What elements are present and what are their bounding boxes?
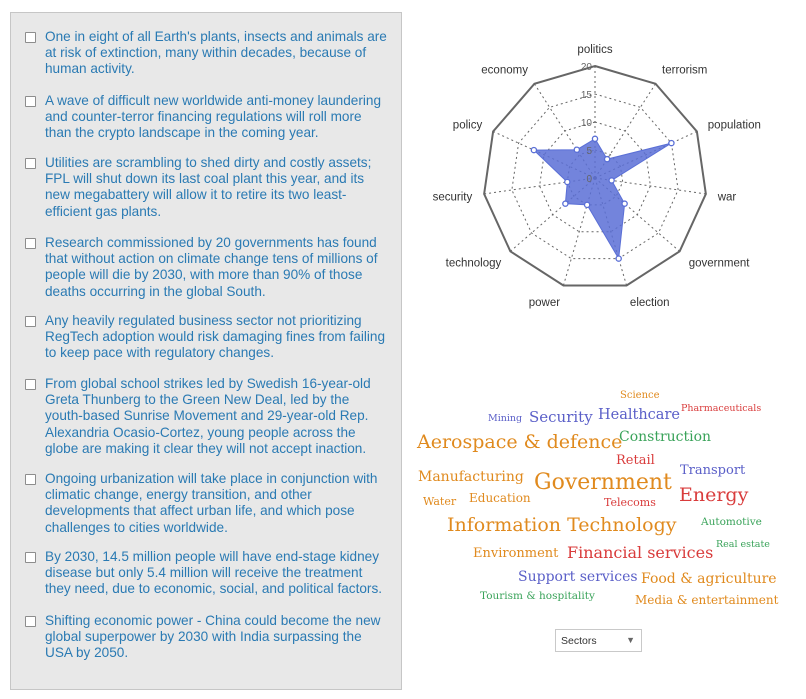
radar-data-point bbox=[616, 256, 621, 261]
sectors-dropdown[interactable] bbox=[555, 629, 642, 652]
radar-axis-label: economy bbox=[481, 64, 528, 77]
news-item[interactable] bbox=[25, 29, 390, 78]
news-text: By 2030, 14.5 million people will have end-stage kidney disease but only 5.4 million will receive the treatment they need, due to economic, social, and political factors. bbox=[45, 549, 383, 597]
radar-axis-label: security bbox=[432, 191, 473, 204]
radar-axis-label: policy bbox=[452, 119, 483, 132]
wordcloud-word[interactable]: Environment bbox=[473, 546, 559, 561]
news-text: One in eight of all Earth's plants, insects and animals are at risk of extinction, many within decades, because of human activity. bbox=[45, 29, 387, 77]
radar-data-point bbox=[669, 141, 674, 146]
wordcloud-word[interactable]: Financial services bbox=[567, 543, 714, 562]
radar-data-point bbox=[622, 201, 627, 206]
news-item[interactable] bbox=[25, 155, 390, 220]
wordcloud-word[interactable]: Pharmaceuticals bbox=[681, 403, 762, 414]
news-checkbox[interactable] bbox=[25, 32, 36, 43]
news-checkbox[interactable] bbox=[25, 96, 36, 107]
wordcloud-word[interactable]: Construction bbox=[619, 429, 712, 445]
radar-data-point bbox=[605, 157, 610, 162]
wordcloud-word[interactable]: Telecoms bbox=[604, 496, 656, 509]
radar-tick-label: 15 bbox=[580, 90, 592, 101]
news-panel bbox=[10, 12, 402, 690]
wordcloud-word[interactable]: Healthcare bbox=[598, 407, 680, 423]
radar-tick-label: 0 bbox=[586, 174, 592, 185]
radar-data-point bbox=[609, 178, 614, 183]
wordcloud-word[interactable]: Tourism & hospitality bbox=[480, 590, 595, 602]
radar-axis-label: population bbox=[707, 119, 761, 132]
wordcloud-word[interactable]: Transport bbox=[680, 463, 746, 478]
radar-axis-label: war bbox=[717, 191, 737, 204]
news-checkbox[interactable] bbox=[25, 158, 36, 169]
news-item[interactable] bbox=[25, 93, 390, 142]
news-text: Any heavily regulated business sector not prioritizing RegTech adoption would risk damaging fines from failing to keep pace with regulatory changes. bbox=[45, 313, 386, 361]
news-item[interactable] bbox=[25, 471, 390, 536]
wordcloud-word[interactable]: Retail bbox=[616, 453, 655, 468]
wordcloud-word[interactable]: Science bbox=[620, 390, 660, 401]
wordcloud-word[interactable]: Manufacturing bbox=[418, 469, 524, 485]
radar-data-point bbox=[585, 202, 590, 207]
wordcloud-word[interactable]: Education bbox=[469, 491, 531, 505]
wordcloud-word[interactable]: Information Technology bbox=[447, 514, 677, 536]
wordcloud-word[interactable]: Water bbox=[423, 495, 457, 508]
news-checkbox[interactable] bbox=[25, 474, 36, 485]
radar-axis-label: politics bbox=[577, 44, 613, 56]
radar-axis-label: technology bbox=[445, 257, 502, 270]
radar-axis-label: power bbox=[528, 296, 561, 309]
wordcloud-word[interactable]: Security bbox=[529, 408, 593, 426]
news-text: From global school strikes led by Swedish 16-year-old Greta Thunberg to the Green New Deal, led by the youth-based Sunrise Movement and 29-year-old Rep. Alexandria Ocasio-Cortez, young people across the globe are making it clear they will not accept inaction. bbox=[45, 376, 371, 456]
wordcloud-word[interactable]: Support services bbox=[518, 569, 638, 585]
news-text: Ongoing urbanization will take place in conjunction with climatic change, energy transition, and other developments that affect urban life, and which pose challenges to cities worldwide. bbox=[45, 471, 378, 535]
radar-axis-label: government bbox=[688, 257, 750, 270]
wordcloud-word[interactable]: Government bbox=[534, 470, 672, 495]
news-checkbox[interactable] bbox=[25, 616, 36, 627]
news-text: Shifting economic power - China could become the new global superpower by 2030 with India surpassing the USA by 2050. bbox=[45, 613, 381, 661]
radar-tick-label: 10 bbox=[580, 118, 592, 129]
sectors-dropdown-value: Sectors bbox=[561, 635, 597, 647]
radar-tick-label: 20 bbox=[580, 62, 592, 73]
radar-chart bbox=[430, 28, 770, 318]
wordcloud-word[interactable]: Media & entertainment bbox=[635, 593, 779, 607]
chevron-down-icon: ▼ bbox=[626, 635, 635, 645]
wordcloud-word[interactable]: Automotive bbox=[701, 516, 762, 528]
wordcloud-word[interactable]: Real estate bbox=[716, 539, 770, 550]
news-text: A wave of difficult new worldwide anti-money laundering and counter-terror financing regulations will roll more than the crypto landscape in the coming year. bbox=[45, 93, 382, 141]
news-item[interactable] bbox=[25, 549, 390, 598]
radar-data-point bbox=[563, 201, 568, 206]
wordcloud-word[interactable]: Aerospace & defence bbox=[417, 431, 623, 453]
radar-axis-label: terrorism bbox=[662, 64, 708, 77]
news-checkbox[interactable] bbox=[25, 379, 36, 390]
wordcloud-word[interactable]: Energy bbox=[679, 484, 749, 506]
news-item[interactable] bbox=[25, 376, 390, 457]
wordcloud-word[interactable]: Food & agriculture bbox=[641, 571, 777, 587]
news-item[interactable] bbox=[25, 235, 390, 300]
news-checkbox[interactable] bbox=[25, 552, 36, 563]
news-item[interactable] bbox=[25, 313, 390, 362]
sector-wordcloud bbox=[410, 385, 800, 625]
radar-data-point bbox=[574, 147, 579, 152]
news-checkbox[interactable] bbox=[25, 316, 36, 327]
wordcloud-word[interactable]: Mining bbox=[488, 413, 523, 424]
radar-series-area bbox=[534, 139, 672, 259]
radar-data-point bbox=[592, 136, 597, 141]
news-item[interactable] bbox=[25, 613, 390, 662]
radar-data-point bbox=[565, 179, 570, 184]
radar-axis-label: election bbox=[629, 296, 670, 309]
news-text: Research commissioned by 20 governments has found that without action on climate change tens of millions of people will die by 2030, with more than 90% of those deaths occurring in the global South. bbox=[45, 235, 378, 299]
radar-tick-label: 5 bbox=[586, 146, 592, 157]
radar-data-point bbox=[531, 147, 536, 152]
news-text: Utilities are scrambling to shed dirty and costly assets; FPL will shut down its last coal plant this year, and its new megabattery will allow it to retire its two least-efficient gas plants. bbox=[45, 155, 372, 219]
news-checkbox[interactable] bbox=[25, 238, 36, 249]
